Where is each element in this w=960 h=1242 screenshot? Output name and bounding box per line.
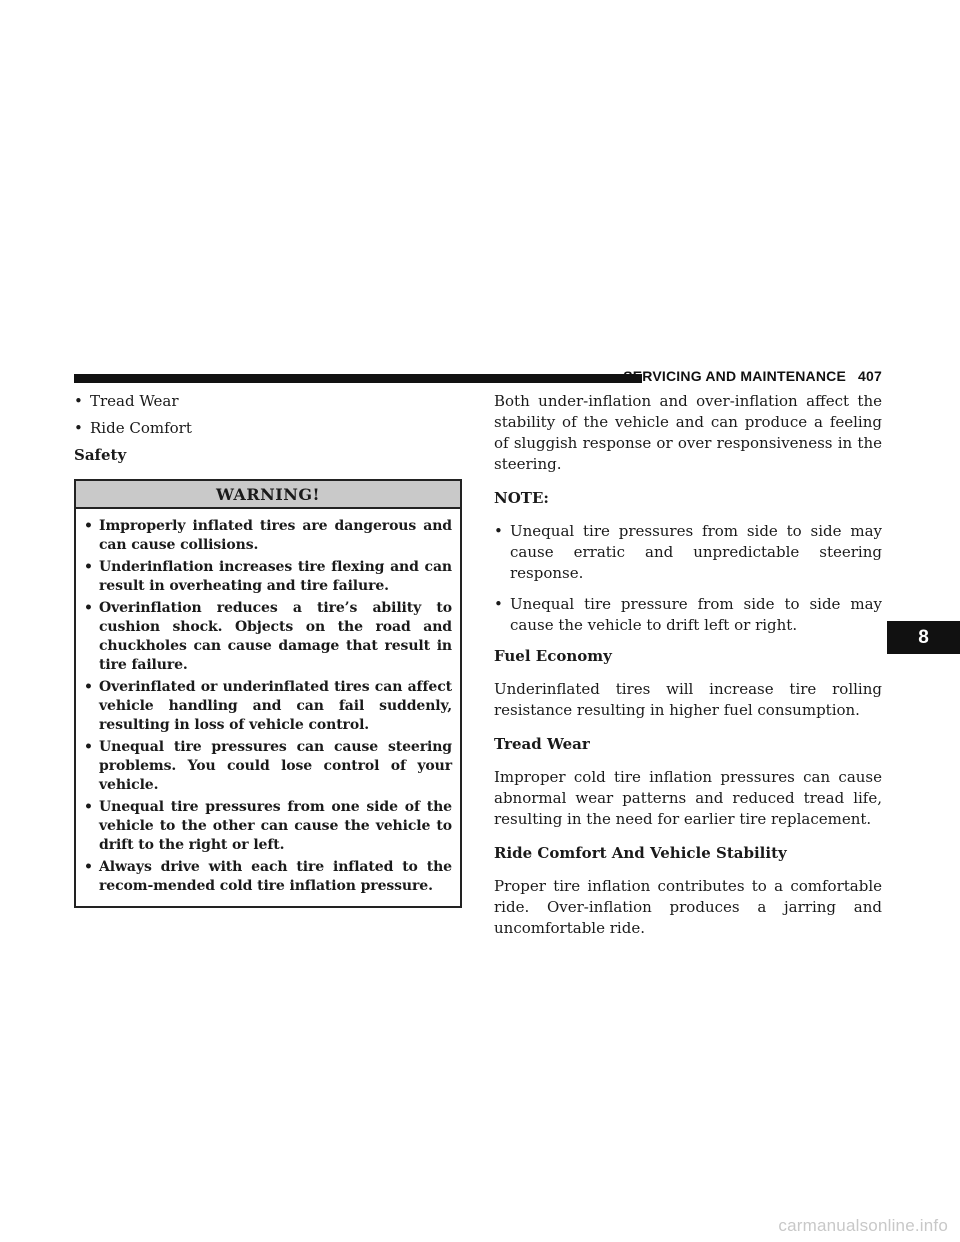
warning-item: • Always drive with each tire inflated to the recom-mended cold tire inflation pressure. xyxy=(84,858,452,896)
left-column xyxy=(74,391,462,908)
warning-item: • Underinflation increases tire flexing and can result in overheating and tire failure. xyxy=(84,558,452,596)
tread-wear-paragraph: Improper cold tire inflation pressures can cause abnormal wear patterns and reduced tread life, resulting in the need for earlier tire replacement. xyxy=(494,768,882,828)
intro-paragraph: Both under-inflation and over-inflation affect the stability of the vehicle and can produce a feeling of sluggish response or over responsiveness in the steering. xyxy=(494,392,882,473)
warning-body xyxy=(76,509,460,906)
ride-comfort-paragraph: Proper tire inflation contributes to a comfortable ride. Over-inflation produces a jarring and uncomfortable ride. xyxy=(494,877,882,937)
ride-comfort-heading: Ride Comfort And Vehicle Stability xyxy=(494,844,787,862)
safety-heading: Safety xyxy=(74,446,127,464)
watermark: carmanualsonline.info xyxy=(778,1216,948,1235)
section-tab: 8 xyxy=(887,621,960,654)
right-column xyxy=(494,391,882,952)
warning-item: • Unequal tire pressures from one side of the vehicle to the other can cause the vehicle to drift to the right or left. xyxy=(84,798,452,855)
note-item: • Unequal tire pressures from side to side may cause erratic and unpredictable steering response. xyxy=(494,521,882,584)
warning-item: • Improperly inflated tires are dangerous and can cause collisions. xyxy=(84,517,452,555)
note-label: NOTE: xyxy=(494,489,549,507)
warning-item: • Overinflated or underinflated tires can affect vehicle handling and can fail suddenly, resulting in loss of vehicle control. xyxy=(84,678,452,735)
warning-item: • Overinflation reduces a tire’s ability to cushion shock. Objects on the road and chuckholes can cause damage that result in tire failure. xyxy=(84,599,452,675)
warning-box xyxy=(74,479,462,908)
warning-item: • Unequal tire pressures can cause steering problems. You could lose control of your vehicle. xyxy=(84,738,452,795)
page-header xyxy=(623,368,882,384)
fuel-economy-paragraph: Underinflated tires will increase tire rolling resistance resulting in higher fuel consumption. xyxy=(494,680,882,719)
tread-wear-heading: Tread Wear xyxy=(494,735,590,753)
section-title: SERVICING AND MAINTENANCE xyxy=(623,368,847,384)
page-number: 407 xyxy=(858,368,882,384)
list-item: • Ride Comfort xyxy=(74,418,462,439)
list-item: • Tread Wear xyxy=(74,391,462,412)
warning-title: WARNING! xyxy=(76,481,460,509)
factor-list xyxy=(74,391,462,439)
header-rule xyxy=(74,374,642,383)
note-item: • Unequal tire pressure from side to side may cause the vehicle to drift left or right. xyxy=(494,594,882,636)
fuel-economy-heading: Fuel Economy xyxy=(494,647,612,665)
